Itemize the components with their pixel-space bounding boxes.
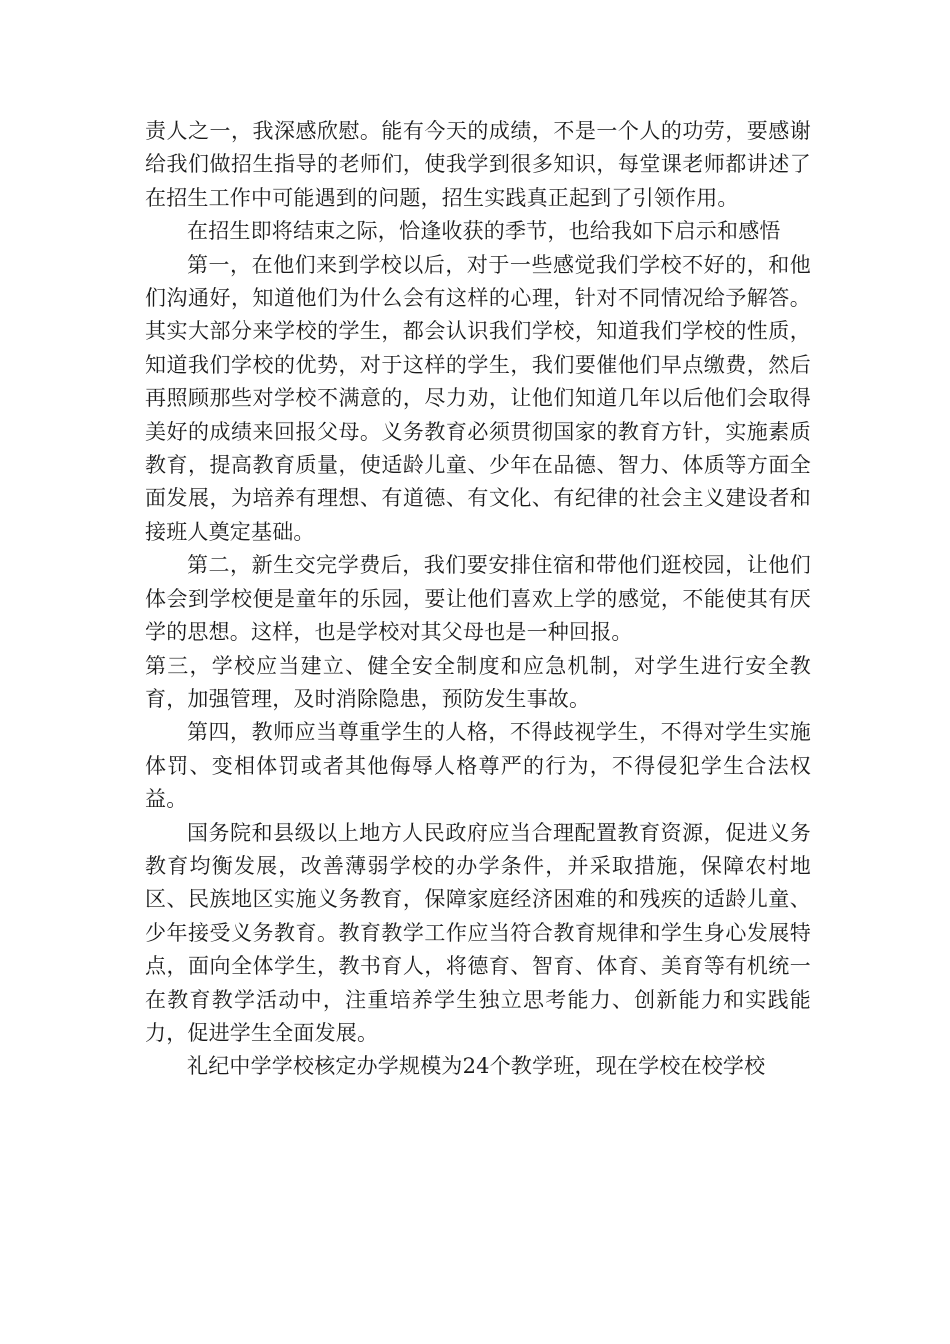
paragraph-8: 礼纪中学学校核定办学规模为24个教学班，现在学校在校学校 [187,1054,766,1079]
paragraph-6: 第四，教师应当尊重学生的人格，不得歧视学生，不得对学生实施体罚、变相体罚或者其他侮辱人格尊严的行为，不得侵犯学生合法权益。 [145,720,811,812]
paragraph-4: 第二，新生交完学费后，我们要安排住宿和带他们逛校园，让他们体会到学校便是童年的乐园，要让他们喜欢上学的感觉，不能使其有厌学的思想。这样，也是学校对其父母也是一种回报。 [145,553,811,645]
paragraph-7: 国务院和县级以上地方人民政府应当合理配置教育资源，促进义务教育均衡发展，改善薄弱学校的办学条件，并采取措施，保障农村地区、民族地区实施义务教育，保障家庭经济困难的和残疾的适龄儿童、少年接受义务教育。教育教学工作应当符合教育规律和学生身心发展特点，面向全体学生，教书育人，将德育、智育、体育、美育等有机统一在教育教学活动中，注重培养学生独立思考能力、创新能力和实践能力，促进学生全面发展。 [145,820,811,1045]
paragraph-3: 第一，在他们来到学校以后，对于一些感觉我们学校不好的，和他们沟通好，知道他们为什么会有这样的心理，针对不同情况给予解答。其实大部分来学校的学生，都会认识我们学校，知道我们学校的性质，知道我们学校的优势，对于这样的学生，我们要催他们早点缴费，然后再照顾那些对学校不满意的，尽力劝，让他们知道几年以后他们会取得美好的成绩来回报父母。义务教育必须贯彻国家的教育方针，实施素质教育，提高教育质量，使适龄儿童、少年在品德、智力、体质等方面全面发展，为培养有理想、有道德、有文化、有纪律的社会主义建设者和接班人奠定基础。 [145,252,811,544]
document-body [145,115,811,1084]
paragraph-5: 第三，学校应当建立、健全安全制度和应急机制，对学生进行安全教育，加强管理，及时消除隐患，预防发生事故。 [145,653,811,711]
paragraph-2: 在招生即将结束之际，恰逢收获的季节，也给我如下启示和感悟 [187,219,781,244]
paragraph-1: 责人之一，我深感欣慰。能有今天的成绩，不是一个人的功劳，要感谢给我们做招生指导的老师们，使我学到很多知识，每堂课老师都讲述了在招生工作中可能遇到的问题，招生实践真正起到了引领作用。 [145,119,811,210]
